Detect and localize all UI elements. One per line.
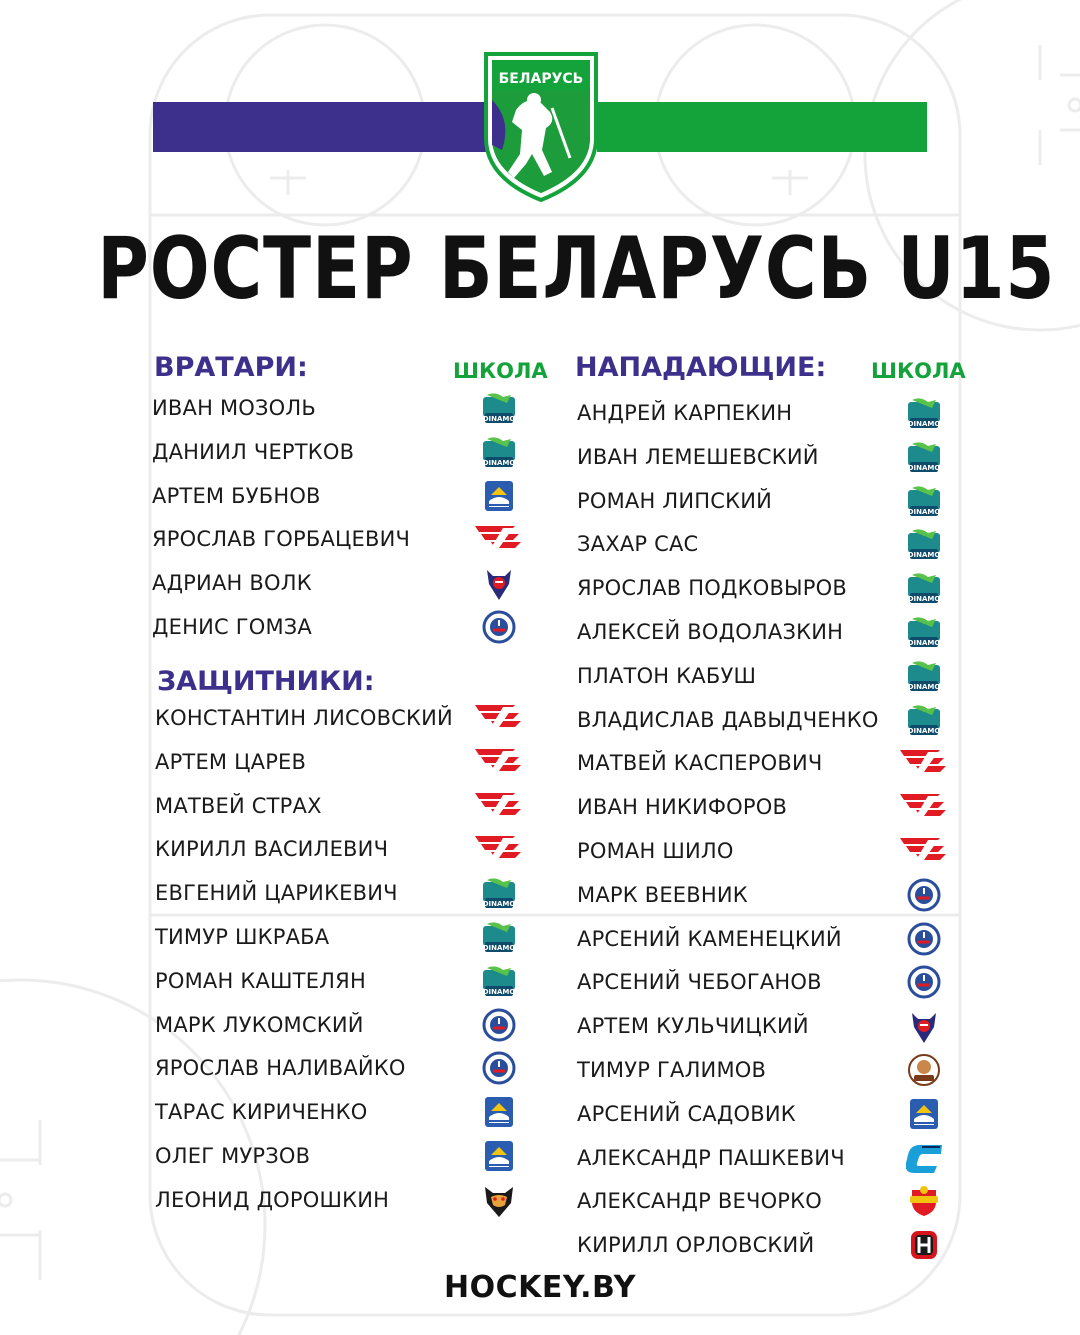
lynx-logo-icon [481,1183,517,1217]
player-name: ДЕНИС ГОМЗА [152,615,312,639]
player-row [577,1136,845,1180]
footer-brand: HOCKEY.BY [444,1270,636,1305]
svg-text:БЕЛАРУСЬ: БЕЛАРУСЬ [498,71,584,87]
player-row [155,959,366,1003]
player-name: КОНСТАНТИН ЛИСОВСКИЙ [155,706,453,730]
player-row [577,829,734,873]
player-name: АРСЕНИЙ ЧЕБОГАНОВ [577,970,822,995]
player-name: ТАРАС КИРИЧЕНКО [155,1100,368,1125]
player-name: РОМАН ЛИПСКИЙ [577,488,773,513]
player-name: АРТЕМ ЦАРЕВ [155,749,307,774]
player-name: АРТЕМ БУБНОВ [152,483,321,508]
red-wings-logo-icon [473,745,525,779]
shield-logo-icon [906,1184,942,1218]
mascot-logo-icon [906,1053,942,1087]
player-row [152,561,312,605]
city-crest-icon [906,1097,942,1131]
svg-text:DINAMO: DINAMO [482,987,516,996]
player-row [152,517,410,561]
dinamo-logo-icon [906,396,942,430]
player-name: ИВАН МОЗОЛЬ [152,396,316,420]
player-row [155,871,398,915]
defense-title: ЗАЩИТНИКИ: [157,666,375,697]
player-name: ТИМУР ШКРАБА [155,925,330,949]
blue-c-logo-icon [906,1141,942,1175]
header-bar-purple [153,102,495,152]
player-name: АРТЕМ КУЛЬЧИЦКИЙ [577,1014,809,1039]
player-row [155,1134,310,1178]
dinamo-logo-icon [481,964,517,998]
player-row [155,1003,364,1047]
player-row [577,479,772,523]
round-emblem-icon [481,610,517,644]
player-name: ЯРОСЛАВ ПОДКОВЫРОВ [577,576,847,601]
player-row [577,698,879,742]
header-bar-green [597,102,927,152]
dinamo-logo-icon [906,484,942,518]
svg-text:DINAMO: DINAMO [907,682,941,691]
red-wings-logo-icon [898,746,950,780]
player-name: АЛЕКСАНДР ПАШКЕВИЧ [577,1145,845,1170]
svg-text:DINAMO: DINAMO [907,595,941,604]
belarus-shield-icon [482,50,600,202]
player-row [152,474,321,518]
belarus-logo [482,50,600,202]
player-row [577,391,792,435]
player-row [155,1178,389,1222]
player-name: АРСЕНИЙ САДОВИК [577,1101,796,1126]
player-row [155,784,322,828]
forwards-title: НАПАДАЮЩИЕ: [575,352,827,383]
red-wings-logo-icon [473,701,525,735]
player-name: КИРИЛЛ ВАСИЛЕВИЧ [155,837,389,862]
dinamo-logo-icon [906,659,942,693]
player-name: ВЛАДИСЛАВ ДАВЫДЧЕНКО [577,707,879,732]
player-row [155,740,306,784]
player-name: РОМАН КАШТЕЛЯН [155,968,366,993]
player-name: ЯРОСЛАВ ГОРБАЦЕВИЧ [152,527,411,552]
player-row [577,1004,809,1048]
player-name: РОМАН ШИЛО [577,839,734,863]
player-row [152,605,312,649]
player-name: МАТВЕЙ СТРАХ [155,793,322,818]
player-row [577,435,819,479]
round-emblem-icon [906,965,942,999]
player-name: ИВАН ЛЕМЕШЕВСКИЙ [577,444,819,469]
player-name: МАРК ВЕЕВНИК [577,882,748,907]
red-wings-logo-icon [898,834,950,868]
round-emblem-icon [481,1051,517,1085]
player-row [577,873,748,917]
player-name: МАТВЕЙ КАСПЕРОВИЧ [577,751,823,776]
dinamo-logo-icon [481,435,517,469]
svg-text:DINAMO: DINAMO [482,458,516,467]
round-emblem-icon [906,922,942,956]
player-name: ДАНИИЛ ЧЕРТКОВ [152,439,355,464]
player-row [577,522,698,566]
player-row [577,785,787,829]
svg-text:DINAMO: DINAMO [482,944,516,952]
dinamo-logo-icon [481,391,517,425]
svg-text:DINAMO: DINAMO [482,900,516,909]
bear-logo-icon [481,566,517,600]
page-title: РОСТЕР БЕЛАРУСЬ U15 [97,219,1056,319]
player-name: КИРИЛЛ ОРЛОВСКИЙ [577,1233,815,1258]
player-row [155,696,453,740]
player-row [577,917,842,961]
player-name: ЛЕОНИД ДОРОШКИН [155,1187,390,1212]
school-label-left: ШКОЛА [453,359,548,383]
red-wings-logo-icon [473,789,525,823]
player-name: АЛЕКСАНДР ВЕЧОРКО [577,1189,823,1214]
player-name: ЕВГЕНИЙ ЦАРИКЕВИЧ [155,881,398,906]
red-wings-logo-icon [473,832,525,866]
player-name: АРСЕНИЙ КАМЕНЕЦКИЙ [577,926,842,951]
player-row [577,610,843,654]
red-h-logo-icon [906,1228,942,1262]
player-row [577,566,847,610]
player-name: МАРК ЛУКОМСКИЙ [155,1012,364,1037]
player-name: АЛЕКСЕЙ ВОДОЛАЗКИН [577,620,844,644]
red-wings-logo-icon [473,522,525,556]
player-name: АДРИАН ВОЛК [152,571,312,596]
player-row [155,915,329,959]
player-name: ОЛЕГ МУРЗОВ [155,1144,311,1168]
player-name: ЗАХАР САС [577,532,699,557]
player-name: ПЛАТОН КАБУШ [577,663,757,688]
svg-text:DINAMO: DINAMO [907,639,941,647]
player-row [577,654,756,698]
city-crest-icon [481,1139,517,1173]
player-name: ИВАН НИКИФОРОВ [577,795,788,820]
round-emblem-icon [906,878,942,912]
player-name: АНДРЕЙ КАРПЕКИН [577,401,793,425]
dinamo-logo-icon [481,876,517,910]
dinamo-logo-icon [906,615,942,649]
player-row [152,430,354,474]
svg-text:DINAMO: DINAMO [907,420,941,428]
player-row [577,741,822,785]
svg-text:DINAMO: DINAMO [482,415,516,423]
dinamo-logo-icon [906,571,942,605]
goalies-title: ВРАТАРИ: [154,352,308,383]
svg-text:DINAMO: DINAMO [907,463,941,472]
round-emblem-icon [481,1008,517,1042]
city-crest-icon [481,479,517,513]
dinamo-logo-icon [481,920,517,954]
player-row [577,1092,796,1136]
svg-text:DINAMO: DINAMO [907,551,941,560]
player-row [152,386,316,430]
player-row [155,827,388,871]
dinamo-logo-icon [906,527,942,561]
player-row [577,1179,822,1223]
svg-text:DINAMO: DINAMO [907,726,941,735]
svg-text:DINAMO: DINAMO [907,507,941,516]
city-crest-icon [481,1095,517,1129]
school-label-right: ШКОЛА [871,359,966,383]
red-wings-logo-icon [898,790,950,824]
bear-logo-icon [906,1009,942,1043]
player-name: ЯРОСЛАВ НАЛИВАЙКО [155,1056,406,1081]
player-row [577,960,822,1004]
dinamo-logo-icon [906,440,942,474]
dinamo-logo-icon [906,703,942,737]
player-row [577,1048,766,1092]
player-row [577,1223,814,1267]
player-row [155,1046,406,1090]
player-row [155,1090,367,1134]
player-name: ТИМУР ГАЛИМОВ [577,1058,767,1082]
